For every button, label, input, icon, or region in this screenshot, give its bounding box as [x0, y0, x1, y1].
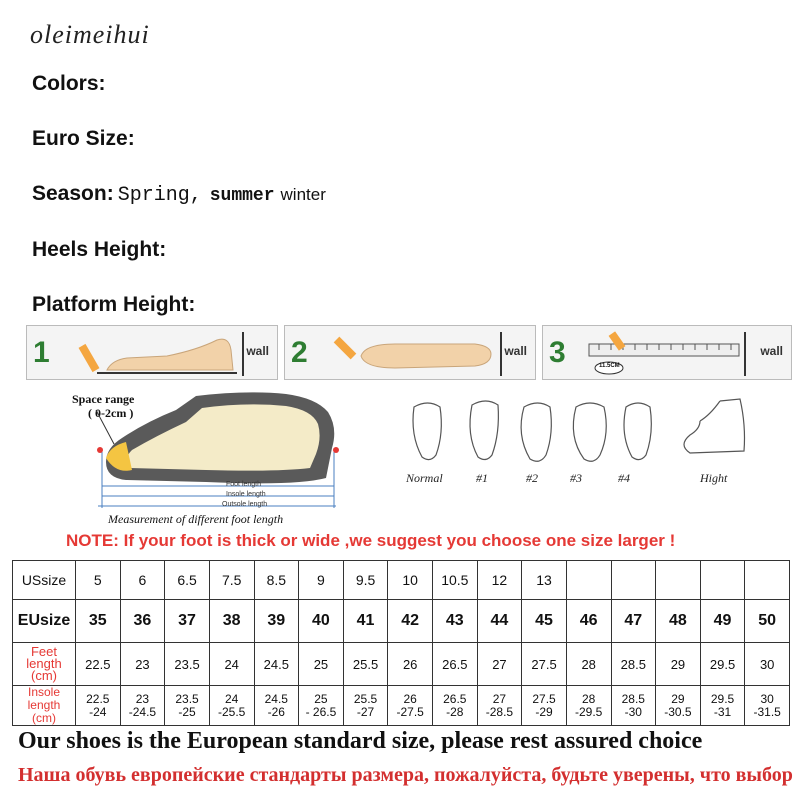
eu-cell: 43	[433, 600, 478, 643]
insole-length-label: Insole length	[226, 491, 266, 498]
space-range-label: Space range	[72, 392, 135, 406]
us-cell: 10	[388, 561, 433, 600]
foot-type-2: #2	[526, 471, 538, 485]
insole-header-line-2: length	[27, 698, 61, 712]
insole-header-line-1: Insole	[27, 685, 61, 699]
insole-cell-top: 29.5	[710, 691, 735, 706]
insole-cell-top: 26.5	[443, 691, 467, 706]
eu-cell: 45	[522, 600, 567, 643]
feet-cell: 28.5	[611, 643, 656, 686]
space-range-value: ( 0-2cm )	[88, 406, 134, 420]
measure-step-3	[542, 325, 792, 380]
eu-size-row	[13, 600, 790, 643]
insole-cell-top: 26	[403, 691, 417, 706]
insole-cell	[433, 686, 478, 726]
eu-cell: 40	[299, 600, 344, 643]
heels-height-label: Heels Height:	[32, 238, 167, 261]
platform-height-label: Platform Height:	[32, 293, 196, 316]
insole-cell-bottom: -24.5	[128, 704, 157, 719]
us-cell: 9.5	[343, 561, 388, 600]
us-size-row	[13, 561, 790, 600]
feet-header-line-3: (cm)	[31, 668, 57, 683]
foot-length-diagram	[66, 388, 356, 528]
eu-cell: 38	[209, 600, 254, 643]
eu-cell: 49	[700, 600, 745, 643]
insole-cell	[209, 686, 254, 726]
us-size-header: USsize	[13, 561, 76, 600]
us-cell	[745, 561, 790, 600]
insole-cell-top: 28	[582, 691, 596, 706]
insole-cell-top: 23	[135, 691, 150, 706]
season-label: Season:	[32, 182, 114, 205]
insole-cell	[611, 686, 656, 726]
feet-cell: 26.5	[433, 643, 478, 686]
step-number-3: 3	[549, 336, 566, 369]
insole-cell-top: 25	[314, 691, 328, 706]
feet-cell: 24	[209, 643, 254, 686]
feet-cell: 25	[299, 643, 344, 686]
insole-cell-bottom: -28.5	[485, 704, 514, 719]
footer-russian: Наша обувь европейские стандарты размера, пожалуйста, будьте уверены, что выбор	[18, 764, 793, 786]
insole-cell-top: 25.5	[353, 691, 378, 706]
season-value-spring: Spring,	[117, 184, 202, 207]
eu-cell: 36	[120, 600, 165, 643]
foot-types-diagram	[400, 395, 770, 490]
foot-type-normal: Normal	[406, 471, 443, 485]
insole-cell	[522, 686, 567, 726]
colors-spec	[32, 72, 106, 96]
feet-cell: 23.5	[165, 643, 210, 686]
insole-cell-top: 23.5	[175, 691, 199, 706]
eu-cell: 46	[566, 600, 611, 643]
insole-cell	[120, 686, 165, 726]
season-value-winter: winter	[280, 185, 326, 204]
foot-shapes-icon	[400, 395, 770, 465]
feet-cell: 27.5	[522, 643, 567, 686]
foot-side-icon	[67, 330, 267, 378]
platform-height-spec	[32, 293, 195, 317]
insole-cell	[299, 686, 344, 726]
foot-type-hight: Hight	[700, 471, 728, 485]
insole-header-line-3: (cm)	[32, 711, 56, 725]
insole-cell-bottom: -25.5	[218, 704, 246, 719]
insole-cell-bottom: -27	[356, 704, 375, 719]
us-cell: 7.5	[209, 561, 254, 600]
insole-cell-bottom: -30	[624, 704, 642, 719]
insole-cell-bottom: -29.5	[575, 704, 603, 719]
feet-cell: 23	[120, 643, 165, 686]
eu-cell: 41	[343, 600, 388, 643]
insole-cell-bottom: -28	[446, 704, 464, 719]
wall-label-2: wall	[504, 344, 527, 358]
step-number-1: 1	[33, 336, 50, 369]
insole-cell	[388, 686, 433, 726]
eu-cell: 48	[656, 600, 701, 643]
feet-cell: 30	[745, 643, 790, 686]
wall-label-1: wall	[246, 344, 269, 358]
insole-cell-bottom: -24	[89, 704, 107, 719]
insole-cell-bottom: -31	[713, 704, 732, 719]
insole-cell	[254, 686, 299, 726]
size-note: NOTE: If your foot is thick or wide ,we suggest you choose one size larger !	[66, 531, 676, 550]
us-cell: 10.5	[433, 561, 478, 600]
insole-cell	[566, 686, 611, 726]
eu-cell: 50	[745, 600, 790, 643]
ruler-note: 11.5CM	[599, 363, 620, 369]
euro-size-label: Euro Size:	[32, 127, 135, 150]
insole-cell	[656, 686, 701, 726]
insole-cell-bottom: -27.5	[396, 704, 424, 719]
eu-cell: 35	[76, 600, 121, 643]
insole-length-header	[13, 686, 76, 726]
step-number-2: 2	[291, 336, 308, 369]
footer-english: Our shoes is the European standard size, please rest assured choice	[18, 728, 703, 754]
us-cell: 6	[120, 561, 165, 600]
us-cell: 8.5	[254, 561, 299, 600]
insole-cell-bottom: - 26.5	[305, 704, 337, 719]
feet-cell: 25.5	[343, 643, 388, 686]
insole-cell	[76, 686, 121, 726]
insole-cell	[165, 686, 210, 726]
eu-size-header: EUsize	[13, 600, 76, 643]
feet-cell: 22.5	[76, 643, 121, 686]
feet-cell: 26	[388, 643, 433, 686]
eu-cell: 47	[611, 600, 656, 643]
diagram-caption: Measurement of different foot length	[108, 512, 284, 526]
us-cell	[700, 561, 745, 600]
insole-cell-top: 24	[225, 691, 239, 706]
foot-length-label: Foot length	[226, 481, 262, 488]
us-cell: 12	[477, 561, 522, 600]
us-cell: 13	[522, 561, 567, 600]
insole-cell	[477, 686, 522, 726]
feet-length-row	[13, 643, 790, 686]
feet-cell: 28	[566, 643, 611, 686]
size-table	[12, 560, 790, 726]
season-spec	[32, 182, 326, 207]
insole-cell-top: 22.5	[86, 691, 110, 706]
insole-cell-top: 24.5	[264, 691, 288, 706]
us-cell	[611, 561, 656, 600]
insole-cell-top: 27	[492, 691, 507, 706]
foot-type-3: #3	[570, 471, 582, 485]
insole-cell-top: 29	[671, 691, 685, 706]
insole-cell-bottom: -25	[178, 704, 196, 719]
shoe-cross-section-icon	[66, 388, 356, 528]
feet-cell: 29	[656, 643, 701, 686]
us-cell	[656, 561, 701, 600]
insole-cell-bottom: -31.5	[753, 704, 781, 719]
insole-cell-bottom: -26	[267, 704, 285, 719]
eu-cell: 39	[254, 600, 299, 643]
eu-cell: 37	[165, 600, 210, 643]
feet-cell: 29.5	[700, 643, 745, 686]
eu-cell: 42	[388, 600, 433, 643]
insole-cell-bottom: -30.5	[664, 704, 692, 719]
euro-size-spec	[32, 127, 135, 151]
eu-cell: 44	[477, 600, 522, 643]
wall-label-3: wall	[760, 344, 783, 358]
heels-height-spec	[32, 238, 166, 262]
feet-cell: 27	[477, 643, 522, 686]
us-cell: 5	[76, 561, 121, 600]
brand-logo: oleimeihui	[30, 20, 150, 49]
feet-cell: 24.5	[254, 643, 299, 686]
insole-cell-bottom: -29	[535, 704, 553, 719]
season-value-summer: summer	[209, 186, 275, 206]
feet-header-line-1: Feet	[30, 644, 57, 659]
foot-type-1: #1	[476, 471, 488, 485]
insole-cell-top: 30	[760, 691, 774, 706]
insole-cell	[745, 686, 790, 726]
colors-label: Colors:	[32, 72, 106, 95]
outsole-length-label: Outsole length	[222, 501, 268, 508]
insole-cell	[343, 686, 388, 726]
feet-length-header	[13, 643, 76, 686]
insole-cell-top: 28.5	[621, 691, 645, 706]
measure-step-1	[26, 325, 278, 380]
insole-cell	[700, 686, 745, 726]
us-cell: 9	[299, 561, 344, 600]
insole-cell-top: 27.5	[532, 691, 556, 706]
ruler-icon	[583, 330, 753, 378]
us-cell	[566, 561, 611, 600]
foot-top-icon	[325, 330, 525, 378]
us-cell: 6.5	[165, 561, 210, 600]
foot-type-4: #4	[618, 471, 630, 485]
feet-header-line-2: length	[26, 656, 62, 671]
insole-length-row	[13, 686, 790, 726]
measure-step-2	[284, 325, 536, 380]
